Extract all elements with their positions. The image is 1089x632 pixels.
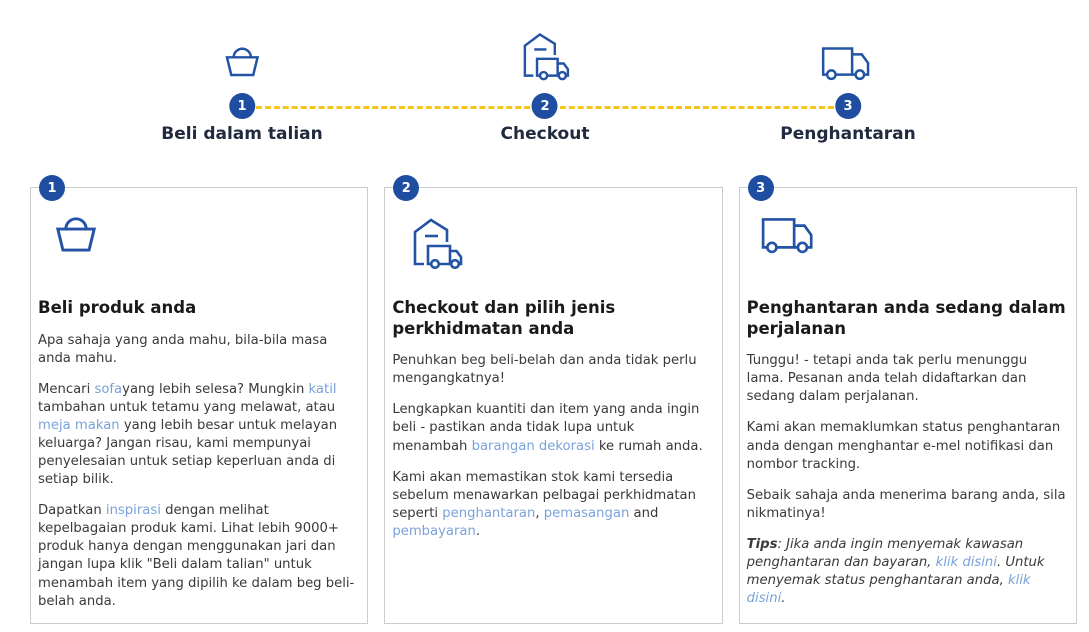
stepper-step-delivery [780, 22, 916, 144]
text-segment: Lengkapkan kuantiti dan item yang anda ingin beli - pastikan anda tidak lupa untuk menambah [392, 402, 700, 454]
text-segment: ke rumah anda. [594, 438, 703, 454]
text-segment: yang lebih selesa? Mungkin [122, 381, 309, 397]
card-buy-products [30, 180, 368, 624]
tips-paragraph [747, 536, 1067, 608]
delivery-truck-icon [760, 214, 1067, 274]
link-klik-disini-delivery-area[interactable]: klik disini [935, 554, 997, 570]
card-number-badge: 2 [393, 175, 419, 201]
text-segment: Tunggu! - tetapi anda tak perlu menunggu lama. Pesanan anda telah didaftarkan dan sedang dalam perjalanan. [746, 353, 1028, 405]
link-barangan-dekorasi[interactable]: barangan dekorasi [471, 438, 595, 454]
step-label: Checkout [500, 124, 590, 144]
link-sofa[interactable]: sofa [94, 381, 123, 397]
text-segment: Mencari [38, 381, 95, 397]
text-segment: Sebaik sahaja anda menerima barang anda, sila nikmatinya! [746, 487, 1066, 521]
box-truck-icon [516, 22, 574, 84]
card-heading: Penghantaran anda sedang dalam perjalanan [746, 298, 1066, 338]
step-number-badge: 2 [532, 93, 558, 119]
text-segment: tambahan untuk tetamu yang melawat, atau [38, 399, 336, 415]
text-segment: Penuhkan beg beli-belah dan anda tidak perlu mengangkatnya! [392, 353, 697, 387]
step-label: Beli dalam talian [161, 124, 323, 144]
card-number-badge: 1 [39, 175, 65, 201]
tips-label: Tips [746, 536, 778, 552]
box-truck-icon [405, 214, 712, 274]
text-segment: Dapatkan [38, 503, 106, 519]
text-segment: dengan melihat kepelbagaian produk kami. Lihat lebih 9000+ produk hanya dengan menggunakan jari dan jangan lupa klik "Beli dalam talian" untuk menambah item yang dipilih ke dalam beg beli-belah anda. [38, 503, 355, 609]
text-segment: . Untuk menyemak status penghantaran anda, [746, 554, 1045, 589]
step-number-badge: 3 [835, 93, 861, 119]
card-paragraph [38, 502, 358, 610]
purchase-process-stepper [0, 14, 1089, 154]
basket-icon [51, 214, 358, 274]
delivery-truck-icon [820, 22, 876, 84]
card-paragraph [747, 352, 1067, 406]
link-pemasangan[interactable]: pemasangan [543, 505, 630, 521]
stepper-step-checkout [501, 22, 590, 144]
text-segment: , [535, 505, 544, 521]
link-inspirasi[interactable]: inspirasi [105, 503, 161, 519]
card-paragraph [392, 401, 712, 455]
link-meja-makan[interactable]: meja makan [38, 417, 120, 433]
card-paragraph [38, 332, 358, 368]
stepper-step-buy-online [161, 22, 322, 144]
text-segment: and [629, 505, 659, 521]
text-segment: . [781, 591, 786, 607]
card-number-badge: 3 [748, 175, 774, 201]
text-segment: Apa sahaja yang anda mahu, bila-bila masa anda mahu. [38, 332, 328, 366]
step-number-badge: 1 [229, 93, 255, 119]
step-label: Penghantaran [780, 124, 916, 144]
card-paragraph [392, 469, 712, 541]
card-paragraph [747, 487, 1067, 523]
card-paragraph [747, 419, 1067, 473]
link-klik-disini-delivery-status[interactable]: klik disini [746, 573, 1031, 607]
card-paragraph [38, 381, 358, 489]
card-checkout-services [384, 180, 722, 624]
text-segment: yang lebih besar untuk melayan keluarga? Jangan risau, kami mempunyai penyelesaian untuk setiap keperluan anda di setiap bilik. [38, 417, 338, 488]
link-katil[interactable]: katil [308, 381, 337, 397]
text-segment: . [475, 523, 481, 539]
link-penghantaran[interactable]: penghantaran [442, 505, 536, 521]
card-paragraph [392, 352, 712, 388]
card-heading: Beli produk anda [38, 298, 197, 317]
link-pembayaran[interactable]: pembayaran [392, 523, 476, 539]
basket-icon [221, 22, 263, 84]
text-segment: Kami akan memaklumkan status penghantaran anda dengan menghantar e-mel notifikasi dan nombor tracking. [746, 420, 1061, 472]
process-detail-cards [30, 180, 1077, 624]
text-segment: Kami akan memastikan stok kami tersedia sebelum menawarkan pelbagai perkhidmatan seperti [392, 469, 696, 521]
card-heading: Checkout dan pilih jenis perkhidmatan anda [392, 298, 616, 338]
card-delivery-status [739, 180, 1077, 624]
text-segment: : Jika anda ingin menyemak kawasan penghantaran dan bayaran, [746, 536, 1024, 570]
